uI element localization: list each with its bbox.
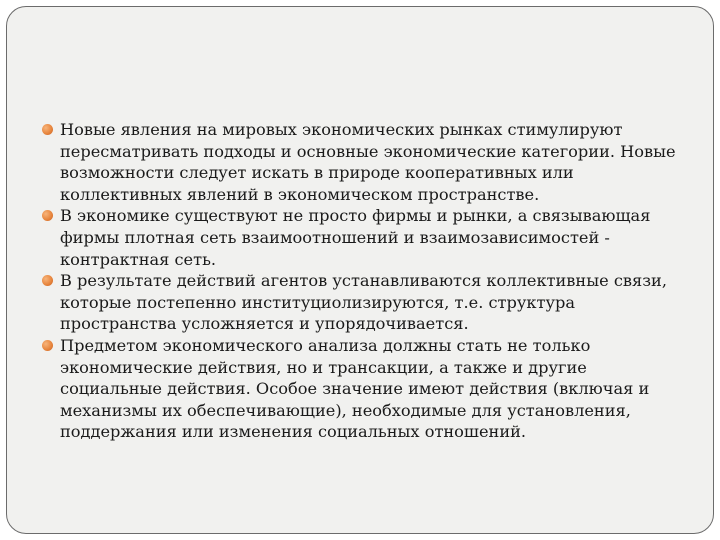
bullet-item	[42, 119, 692, 205]
bullet-text: Новые явления на мировых экономических рынках стимулируют пересматривать подходы и основные экономические категории. Новые возможности следует искать в природе кооперативных или коллективных явлений в экономическом пространстве.	[60, 120, 676, 204]
bullet-circle-icon	[42, 124, 53, 135]
bullet-circle-icon	[42, 340, 53, 351]
bullet-item	[42, 205, 692, 270]
bullet-list	[42, 119, 692, 443]
bullet-circle-icon	[42, 275, 53, 286]
bullet-text: В результате действий агентов устанавливаются коллективные связи, которые постепенно институциолизируются, т.е. структура пространства усложняется и упорядочивается.	[60, 271, 667, 334]
bullet-text: В экономике существуют не просто фирмы и рынки, а связывающая фирмы плотная сеть взаимоотношений и взаимозависимостей - контрактная сеть.	[60, 206, 651, 269]
bullet-item	[42, 270, 692, 335]
bullet-circle-icon	[42, 210, 53, 221]
bullet-item	[42, 335, 692, 443]
bullet-text: Предметом экономического анализа должны стать не только экономические действия, но и трансакции, а также и другие социальные действия. Особое значение имеют действия (включая и механизмы их обеспечивающие), необходимые для установления, поддержания или изменения социальных отношений.	[60, 335, 650, 442]
